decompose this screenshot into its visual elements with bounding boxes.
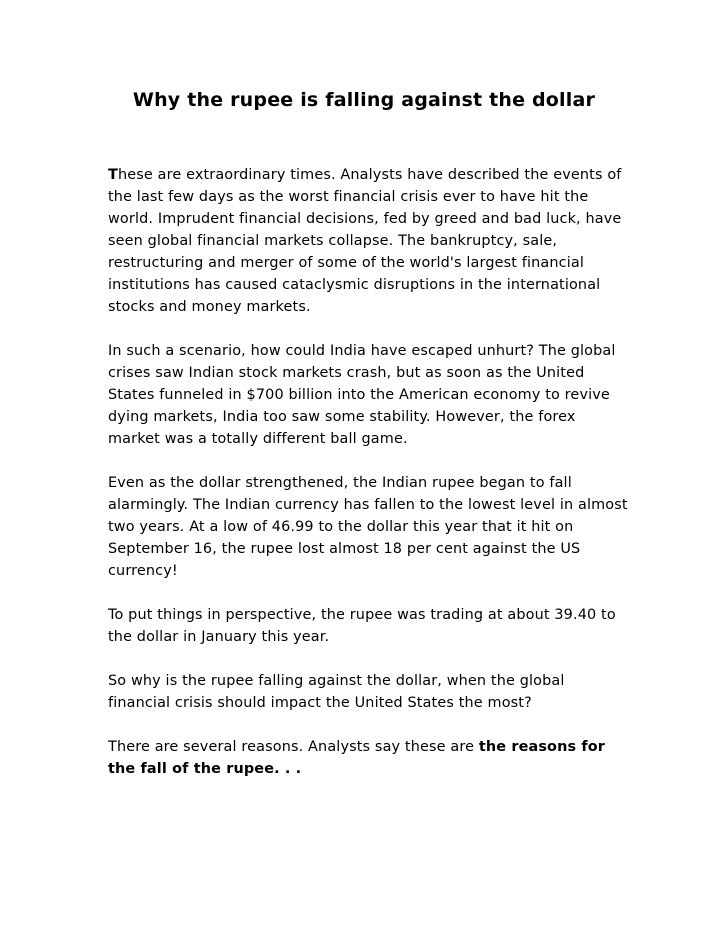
paragraph-3: Even as the dollar strengthened, the Indian rupee began to fall alarmingly. The Indian currency has fallen to the lowest level in almost two years. At a low of 46.99 to the dollar this year that it hit on September 16, the rupee lost almost 18 per cent against the US currency! [108,475,628,579]
paragraph-6 [108,736,628,780]
page-title: Why the rupee is falling against the dollar [132,89,596,111]
paragraph-2: In such a scenario, how could India have escaped unhurt? The global crises saw Indian stock markets crash, but as soon as the United States funneled in $700 billion into the American economy to revive dying markets, India too saw some stability. However, the forex market was a totally different ball game. [108,343,616,447]
paragraph-1 [108,164,628,318]
article-body [108,164,628,802]
paragraph-6-text: There are several reasons. Analysts say these are [108,739,479,755]
paragraph-5: So why is the rupee falling against the dollar, when the global financial crisis should impact the United States the most? [108,673,565,711]
drop-letter: T [108,167,118,183]
paragraph-1-text: hese are extraordinary times. Analysts have described the events of the last few days as the worst financial crisis ever to have hit the world. Imprudent financial decisions, fed by greed and bad luck, have seen global financial markets collapse. The bankruptcy, sale, restructuring and merger of some of the world's largest financial institutions has caused cataclysmic disruptions in the international stocks and money markets. [108,167,622,315]
paragraph-4: To put things in perspective, the rupee was trading at about 39.40 to the dollar in January this year. [108,607,616,645]
paragraph-6-bold: the reasons for the fall of the rupee. . . [108,739,606,777]
